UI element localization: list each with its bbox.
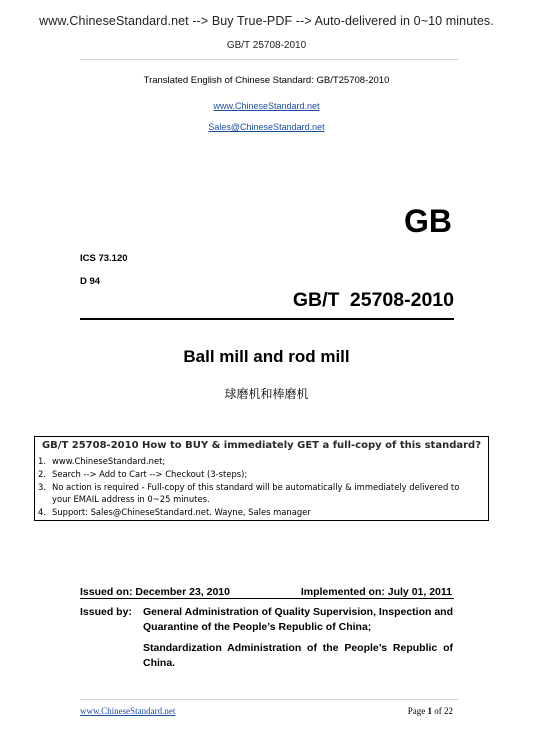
footer-site-link[interactable]: www.ChineseStandard.net <box>80 706 176 716</box>
email-link[interactable]: Sales@ChineseStandard.net <box>208 122 325 132</box>
top-banner: www.ChineseStandard.net --> Buy True-PDF --> Auto-delivered in 0~10 minutes. <box>39 14 494 28</box>
issuance-rule <box>80 598 454 599</box>
footer-divider <box>80 699 458 700</box>
site-link[interactable]: www.ChineseStandard.net <box>213 101 320 111</box>
issuer-aqsiq: General Administration of Quality Supervision, Inspection and Quarantine of the People’s Republic of China; <box>143 606 453 633</box>
issued-on-date: Issued on: December 23, 2010 <box>80 586 230 598</box>
issued-by-label: Issued by: <box>80 606 132 618</box>
step-number: 3. <box>38 482 46 492</box>
buy-step-4 <box>38 507 311 517</box>
page-current: 1 <box>427 706 432 716</box>
site-link-wrapper <box>0 96 533 114</box>
email-link-wrapper <box>0 117 533 135</box>
page-total: 22 <box>444 706 453 716</box>
classification-code: D 94 <box>80 276 101 287</box>
title-english: Ball mill and rod mill <box>183 347 350 366</box>
page-indicator <box>358 706 453 716</box>
step-number: 2. <box>38 469 46 479</box>
buy-step-1 <box>38 456 165 466</box>
header-doc-code: GB/T 25708-2010 <box>226 40 307 51</box>
standard-number: GB/T 25708-2010 <box>292 289 454 311</box>
buy-step-2 <box>38 469 247 479</box>
page-of: of <box>432 706 444 716</box>
header-divider <box>80 59 458 60</box>
gb-mark: GB <box>404 203 452 239</box>
page-prefix: Page <box>407 706 428 716</box>
buy-info-box <box>34 436 489 521</box>
title-chinese: 球磨机和棒磨机 <box>224 387 309 401</box>
buy-step-3-continued <box>38 494 210 504</box>
step-text: your EMAIL address in 0~25 minutes. <box>52 494 210 504</box>
translated-note: Translated English of Chinese Standard: GB/T25708-2010 <box>143 75 390 86</box>
ics-code: ICS 73.120 <box>80 253 128 264</box>
implemented-on-date: Implemented on: July 01, 2011 <box>300 586 452 598</box>
step-text: No action is required - Full-copy of this standard will be automatically & immediately delivered to <box>52 482 460 492</box>
step-number: 4. <box>38 507 46 517</box>
step-number: 1. <box>38 456 46 466</box>
step-text: Support: Sales@ChineseStandard.net. Wayne, Sales manager <box>52 507 311 517</box>
step-text: www.ChineseStandard.net; <box>52 456 166 466</box>
issuer-sac: Standardization Administration of the People’s Republic of China. <box>143 642 453 669</box>
buy-box-heading: GB/T 25708-2010 How to BUY & immediately GET a full-copy of this standard? <box>41 440 482 451</box>
buy-step-3 <box>38 482 459 492</box>
title-rule <box>80 318 454 320</box>
step-text: Search --> Add to Cart --> Checkout (3-steps); <box>52 469 248 479</box>
